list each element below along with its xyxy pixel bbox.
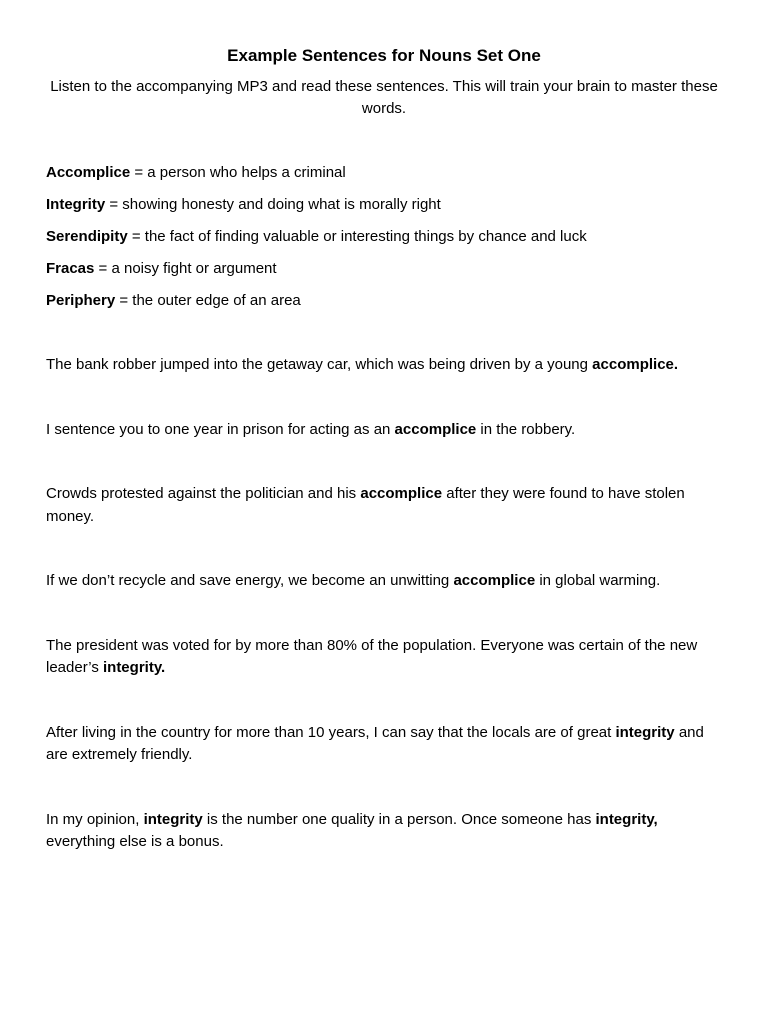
definition-term: Accomplice bbox=[46, 164, 131, 181]
definitions-list bbox=[46, 162, 722, 312]
keyword: integrity bbox=[143, 810, 203, 828]
definition-periphery bbox=[46, 290, 722, 312]
example-sentence bbox=[46, 354, 722, 377]
sentence-text: After living in the country for more than 10 years, I can say that the locals are of great bbox=[46, 723, 616, 741]
definition-integrity bbox=[46, 194, 722, 216]
sentence-text: If we don’t recycle and save energy, we become an unwitting bbox=[46, 572, 454, 589]
sentence-text: in the robbery. bbox=[476, 420, 576, 438]
definition-fracas bbox=[46, 258, 722, 280]
definition-term: Periphery bbox=[46, 292, 116, 309]
keyword: accomplice. bbox=[592, 356, 679, 373]
definition-term: Fracas bbox=[46, 260, 95, 277]
keyword: integrity bbox=[615, 723, 675, 741]
page-title: Example Sentences for Nouns Set One bbox=[227, 46, 541, 65]
sentence-text: in global warming. bbox=[535, 572, 661, 589]
keyword: integrity, bbox=[595, 810, 658, 828]
example-sentences bbox=[46, 354, 722, 854]
sentence-text: The president was voted for by more than 80% of the population. Everyone was certain of the new leader’s bbox=[46, 636, 698, 676]
sentence-text: In my opinion, bbox=[46, 810, 144, 828]
keyword: accomplice bbox=[360, 485, 443, 502]
sentence-text: I sentence you to one year in prison for acting as an bbox=[46, 420, 395, 438]
sentence-text: everything else is a bonus. bbox=[46, 833, 224, 850]
definition-term: Serendipity bbox=[46, 228, 128, 245]
keyword: accomplice bbox=[394, 420, 477, 438]
example-sentence bbox=[46, 809, 722, 854]
definition-meaning: = a noisy fight or argument bbox=[94, 260, 277, 277]
example-sentence bbox=[46, 570, 722, 593]
sentence-text: after they were found to have stolen money. bbox=[46, 485, 685, 525]
definition-term: Integrity bbox=[46, 196, 106, 213]
sentence-text: and are extremely friendly. bbox=[46, 723, 704, 763]
keyword: integrity. bbox=[102, 659, 166, 676]
definition-meaning: = a person who helps a criminal bbox=[130, 164, 346, 181]
definition-meaning: = showing honesty and doing what is morally right bbox=[105, 196, 441, 213]
definition-serendipity bbox=[46, 226, 722, 248]
example-sentence bbox=[46, 483, 722, 528]
sentence-text: is the number one quality in a person. Once someone has bbox=[202, 810, 596, 828]
example-sentence bbox=[46, 722, 722, 767]
sentence-text: The bank robber jumped into the getaway car, which was being driven by a young bbox=[46, 356, 593, 373]
sentence-text: Crowds protested against the politician and his bbox=[46, 485, 361, 502]
example-sentence bbox=[46, 635, 722, 680]
keyword: accomplice bbox=[453, 572, 536, 589]
definition-meaning: = the fact of finding valuable or interesting things by chance and luck bbox=[127, 228, 587, 245]
example-sentence bbox=[46, 419, 722, 442]
intro-paragraph: Listen to the accompanying MP3 and read these sentences. This will train your brain to master these words. bbox=[50, 78, 718, 117]
definition-accomplice bbox=[46, 162, 722, 184]
definition-meaning: = the outer edge of an area bbox=[115, 292, 301, 309]
